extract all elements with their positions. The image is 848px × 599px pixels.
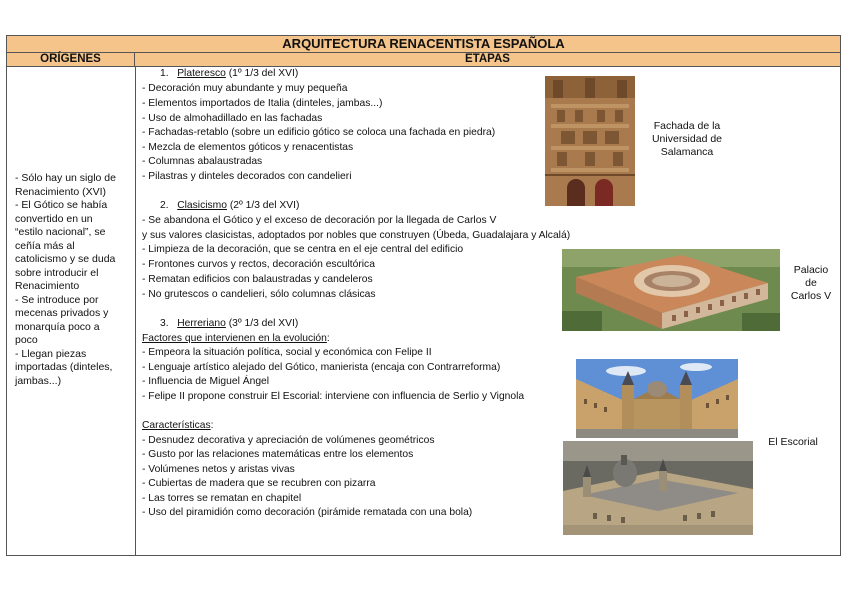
origenes-line: - Sólo hay un siglo de (15, 172, 116, 184)
herreriano-name: Herreriano (177, 318, 226, 329)
origenes-line: - Llegan piezas (15, 347, 87, 360)
column-divider (135, 67, 136, 555)
plateresco-name: Plateresco (177, 68, 226, 79)
caracteristicas-item: - Gusto por las relaciones matemáticas entre los elementos (142, 449, 414, 460)
origenes-line: “estilo nacional”, se (15, 226, 106, 238)
origenes-line: importadas (dinteles, (15, 361, 113, 373)
clasicismo-heading: 2. Clasicismo (2º 1/3 del XVI) (160, 200, 300, 211)
plateresco-item: - Uso de almohadillado en las fachadas (142, 113, 323, 124)
escorial-courtyard-photo (576, 359, 738, 438)
clasicismo-item: - Limpieza de la decoración, que se centra en el eje central del edificio (142, 244, 464, 255)
origenes-line: mecenas privados y (15, 307, 109, 319)
plateresco-item: - Fachadas-retablo (sobre un edificio gótico se coloca una fachada en piedra) (142, 127, 496, 138)
carlosv-caption: Palacio de Carlos V (790, 264, 832, 302)
factores-heading: Factores que intervienen en la evolución: (142, 333, 330, 344)
factores-item: - Empeora la situación política, social y económica con Felipe II (142, 347, 432, 358)
caracteristicas-item: - Uso del piramidión como decoración (pirámide rematada con una bola) (142, 507, 473, 518)
caracteristicas-heading: Características: (142, 420, 214, 431)
salamanca-caption: Fachada de la Universidad de Salamanca (651, 120, 723, 158)
clasicismo-item: - Frontones curvos y rectos, decoración escultórica (142, 259, 375, 270)
table-title: ARQUITECTURA RENACENTISTA ESPAÑOLA (7, 36, 840, 53)
clasicismo-item: - Rematan edificios con balaustradas y candeleros (142, 274, 373, 285)
plateresco-item: - Pilastras y dinteles decorados con candelieri (142, 171, 352, 182)
clasicismo-name: Clasicismo (177, 200, 227, 211)
caracteristicas-item: - Desnudez decorativa y apreciación de volúmenes geométricos (142, 435, 435, 446)
origenes-line: sobre introducir el (15, 266, 99, 279)
plateresco-item: - Columnas abalaustradas (142, 156, 263, 167)
factores-item: - Lenguaje artístico alejado del Gótico, manierista (encaja con Contrarreforma) (142, 362, 501, 373)
origenes-column (15, 172, 131, 388)
escorial-caption: El Escorial (768, 436, 818, 448)
header-origenes: ORÍGENES (7, 53, 135, 67)
plateresco-heading: 1. Plateresco (1º 1/3 del XVI) (160, 68, 299, 79)
origenes-line: monarquía poco a (15, 320, 100, 333)
origenes-line: jambas...) (15, 374, 62, 387)
origenes-line: - El Gótico se había (15, 199, 108, 211)
salamanca-facade-photo (545, 76, 635, 206)
origenes-line: convertido en un (15, 212, 93, 225)
origenes-line: ceñía más al (15, 239, 75, 252)
origenes-line: - Se introduce por (15, 293, 99, 306)
clasicismo-item: - No grutescos o candelieri, sólo columnas clásicas (142, 289, 376, 300)
clasicismo-item: - Se abandona el Gótico y el exceso de decoración por la llegada de Carlos V (142, 215, 497, 226)
herreriano-heading: 3. Herreriano (3º 1/3 del XVI) (160, 318, 299, 329)
plateresco-item: - Elementos importados de Italia (dinteles, jambas...) (142, 98, 383, 109)
carlosv-palace-photo (562, 249, 780, 331)
plateresco-item: - Decoración muy abundante y muy pequeña (142, 83, 348, 94)
origenes-line: Renacimiento (15, 280, 80, 292)
caracteristicas-item: - Volúmenes netos y aristas vivas (142, 464, 295, 475)
escorial-aerial-photo (563, 441, 753, 535)
plateresco-item: - Mezcla de elementos góticos y renacentistas (142, 142, 354, 153)
origenes-line: Renacimiento (XVI) (15, 185, 107, 198)
factores-item: - Felipe II propone construir El Escorial: interviene con influencia de Serlio y Vignola (142, 391, 525, 402)
header-etapas: ETAPAS (135, 53, 840, 67)
clasicismo-item: y sus valores clasicistas, adoptados por nobles que construyen (Úbeda, Guadalajara y Alcalá) (142, 230, 571, 241)
factores-item: - Influencia de Miguel Ángel (142, 376, 270, 387)
caracteristicas-item: - Cubiertas de madera que se recubren con pizarra (142, 478, 376, 489)
origenes-line: poco (15, 334, 38, 346)
origenes-line: catolicismo y se duda (15, 253, 116, 265)
caracteristicas-item: - Las torres se rematan en chapitel (142, 493, 302, 504)
